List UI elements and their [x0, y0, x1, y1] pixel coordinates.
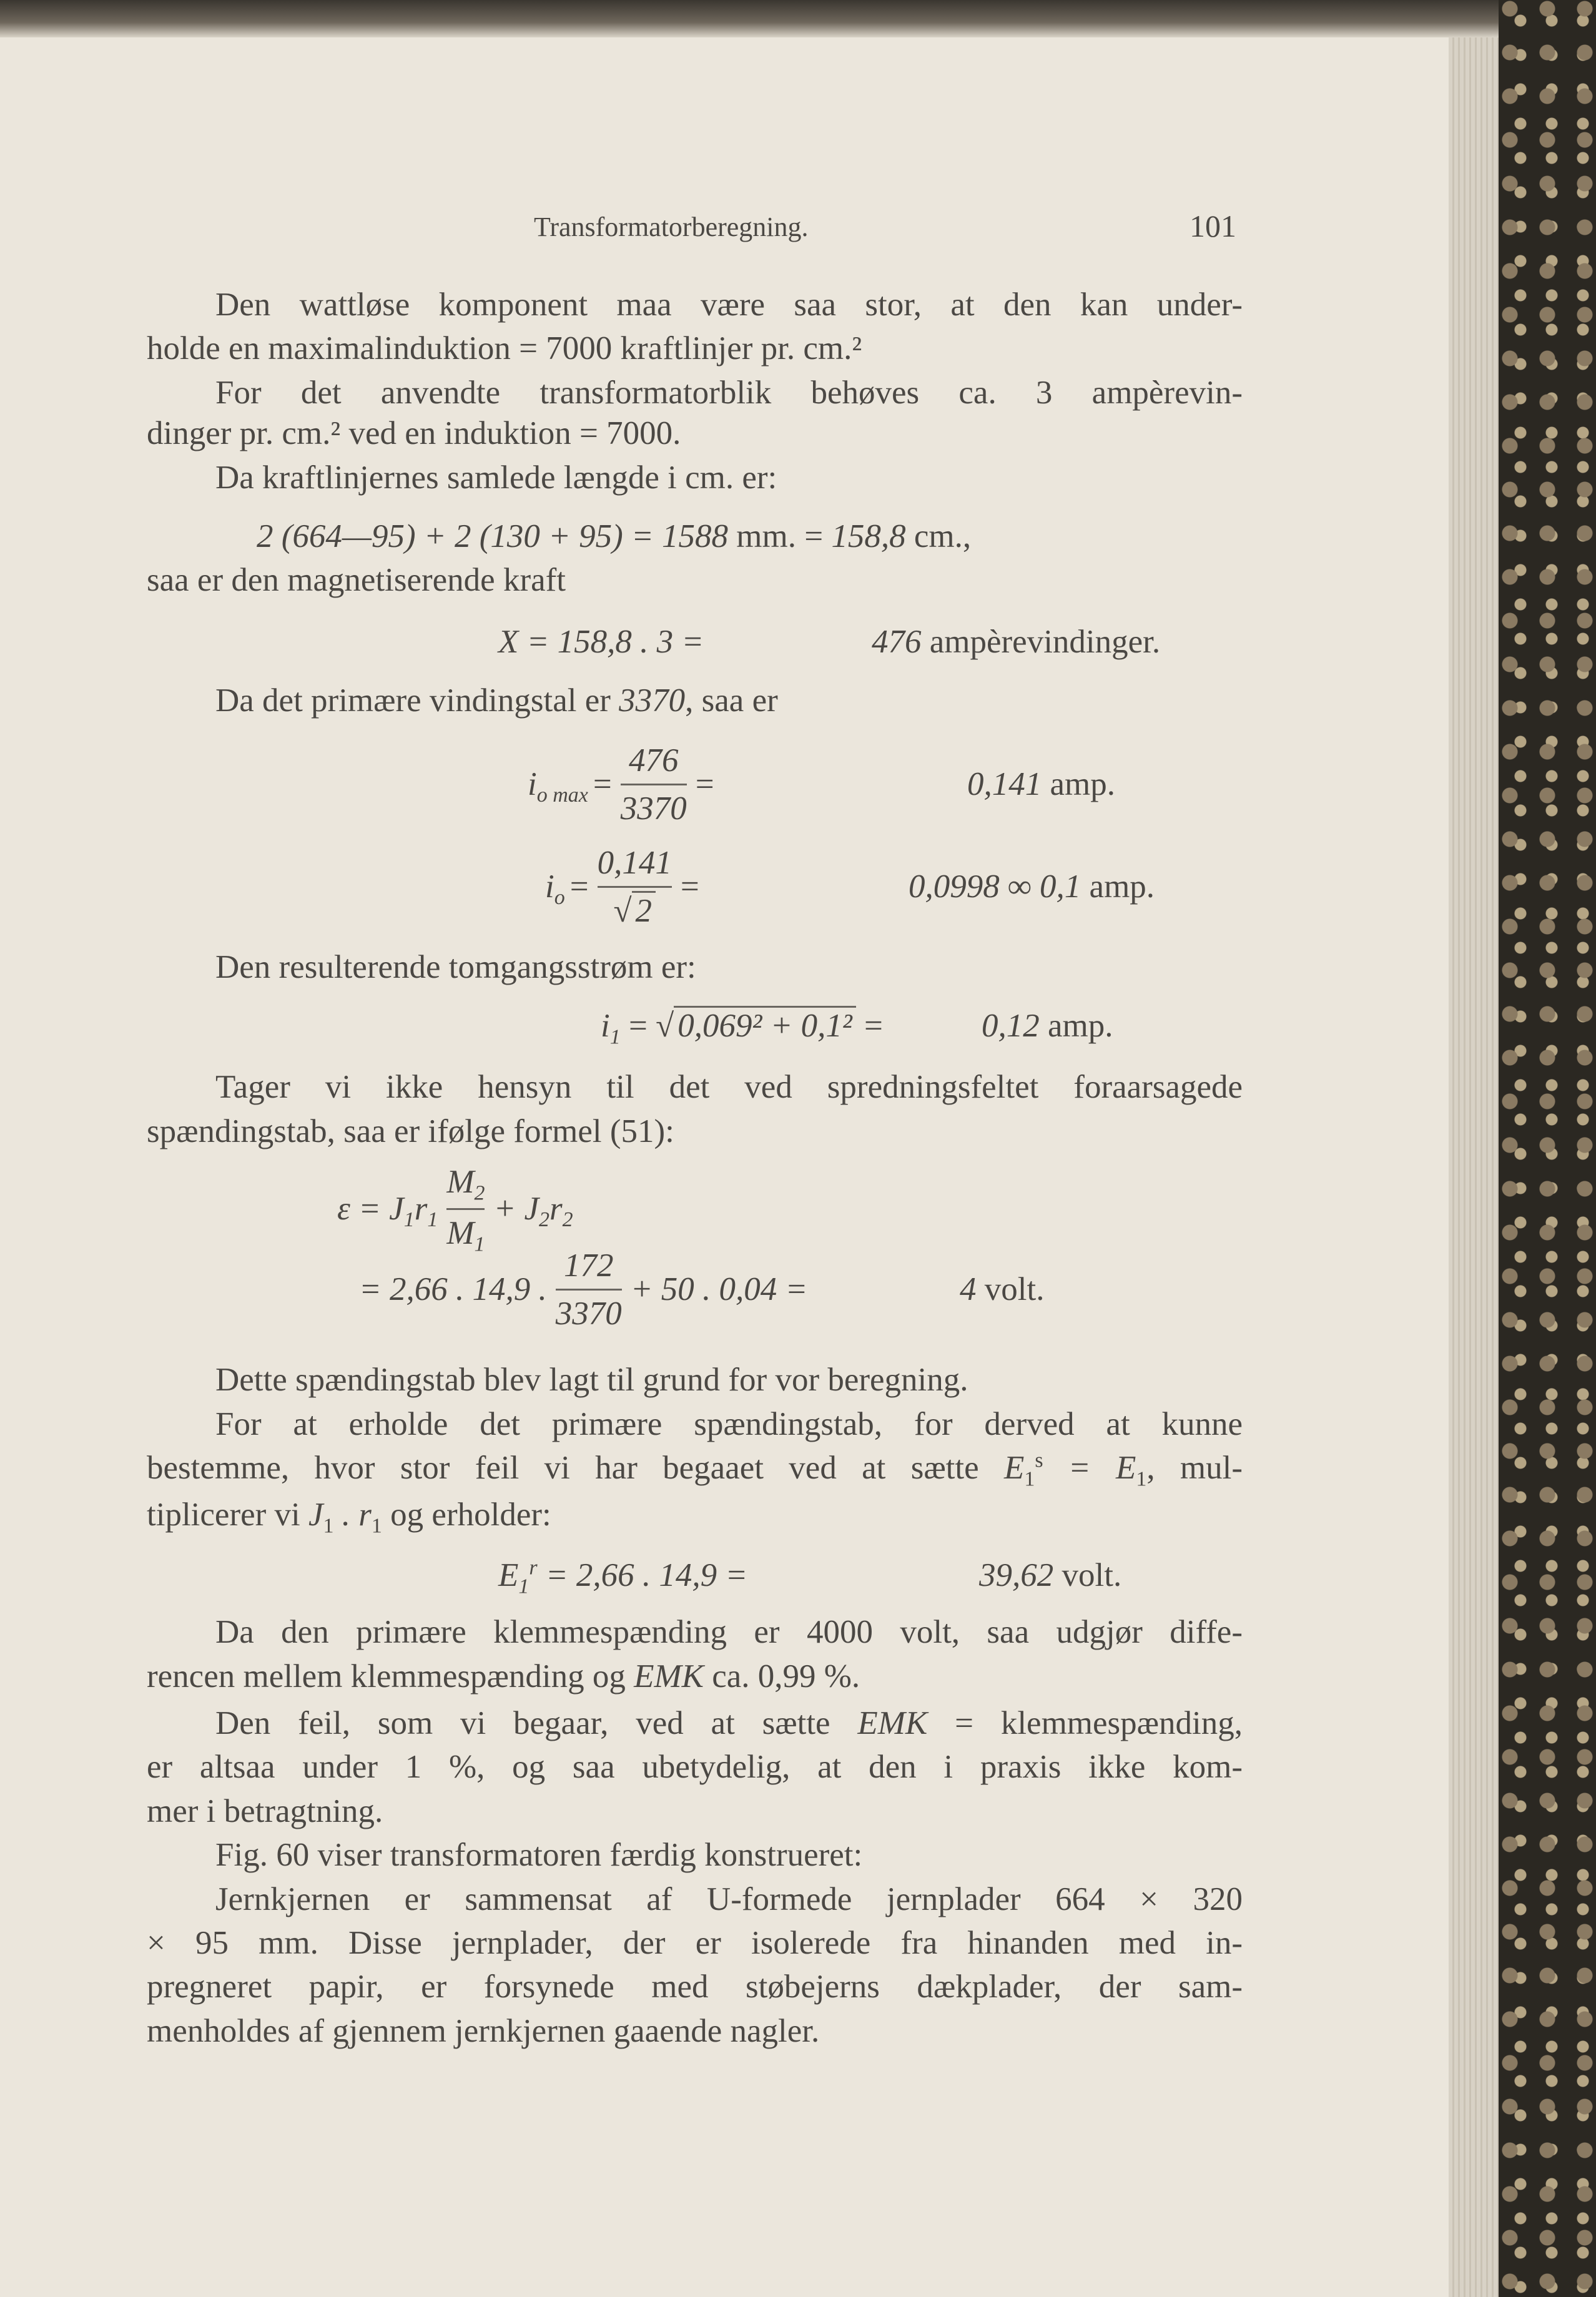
denominator: 3370 [555, 1295, 622, 1332]
math-sub: o max [536, 784, 588, 807]
math: = [593, 766, 612, 802]
formula-length [257, 518, 1352, 555]
text: ca. 0,99 %. [703, 1658, 860, 1694]
text-line [215, 1704, 1243, 1742]
math-sup: s [1035, 1449, 1043, 1472]
text: rencen mellem klemmespænding og [147, 1658, 634, 1694]
formula-i1-result [982, 1007, 1596, 1045]
result-value: 0,0998 ∞ 0,1 [909, 868, 1081, 905]
result-unit: amp. [1039, 1008, 1113, 1044]
formula-epsilon-result [960, 1271, 1596, 1308]
formula-expr: 2 (664—95) + 2 (130 + 95) = 1588 [257, 518, 729, 554]
formula-value: 158,8 [831, 518, 906, 554]
fraction [556, 1246, 622, 1333]
denominator: √ 2 [613, 892, 656, 930]
text: Den feil, som vi begaar, ved at sætte [215, 1705, 858, 1741]
text: tiplicerer vi [147, 1497, 308, 1533]
text-line: pregneret papir, er forsynede med støbejerns dækplader, der sam- [147, 1969, 1243, 2005]
formula-unit: mm. = [728, 518, 832, 554]
text-line: Den wattløse komponent maa være saa stor, at den kan under- [215, 287, 1243, 323]
math-sub: o [554, 886, 565, 909]
text-line: mer i betragtning. [147, 1793, 383, 1829]
math-sub: 1 [1024, 1467, 1035, 1491]
result-unit: amp. [1081, 868, 1155, 905]
math: . r [333, 1497, 372, 1533]
result-unit: amp. [1042, 766, 1115, 802]
math-sub: 1 [323, 1514, 334, 1538]
math-sub: 1 [609, 1025, 621, 1049]
math: i [601, 1008, 610, 1044]
math-sub: 1 [371, 1514, 382, 1538]
math: M [446, 1214, 475, 1251]
math-sub: 1 [474, 1232, 485, 1256]
text: = klemmespænding, [927, 1705, 1243, 1741]
text-line: For at erholde det primære spændingstab, for derved at kunne [215, 1406, 1243, 1442]
numerator: 0,141 [597, 844, 672, 881]
book-top-edge [0, 0, 1596, 37]
result-unit: volt. [976, 1271, 1045, 1307]
text: Da det primære vindingstal er [215, 682, 619, 719]
math: = [695, 766, 714, 802]
page-edges [1449, 37, 1505, 2297]
formula-i1: $i_1$ = √ 0,069² + 0,1² = [601, 1007, 1596, 1048]
formula-force-result [872, 623, 1596, 661]
math: + J [493, 1191, 539, 1227]
math: r [549, 1191, 563, 1227]
formula-io [545, 818, 699, 955]
text-line: saa er den magnetiserende kraft [147, 562, 566, 598]
math-sub: 1 [427, 1208, 438, 1231]
text-line: holde en maximalinduktion = 7000 kraftlinjer pr. cm.² [147, 330, 862, 366]
math: = [569, 868, 589, 905]
formula-io-max-result [967, 765, 1596, 803]
math-sub: 2 [474, 1181, 485, 1205]
text: , mul- [1146, 1450, 1243, 1486]
result-unit: volt. [1053, 1557, 1122, 1593]
math-sub: 2 [539, 1208, 550, 1231]
text-line [147, 1658, 1243, 1695]
text-line: spændingstab, saa er ifølge formel (51): [147, 1113, 674, 1149]
text-line: dinger pr. cm.² ved en induktion = 7000. [147, 415, 681, 451]
math-sub: 1 [1136, 1467, 1147, 1491]
text-line: Da den primære klemmespænding er 4000 volt, saa udgjør diffe- [215, 1614, 1243, 1650]
math-sub: 1 [518, 1575, 530, 1598]
formula-force: X = 158,8 . 3 = [498, 624, 704, 660]
text-line [215, 682, 1243, 719]
math: ε = J [337, 1191, 404, 1227]
math: E [1003, 1450, 1025, 1486]
text-line [147, 1449, 1243, 1490]
radicand: 2 [632, 891, 656, 929]
math: = [855, 1008, 883, 1044]
formula-io-result [909, 868, 1596, 905]
numerator: 476 [629, 742, 679, 779]
fraction [621, 741, 687, 828]
result-unit: ampèrevindinger. [921, 624, 1161, 660]
page-number: 101 [1190, 209, 1236, 243]
math: J [308, 1497, 323, 1533]
math: 3370 [619, 682, 686, 719]
denominator: 3370 [620, 790, 687, 827]
math-sub: 2 [562, 1208, 573, 1231]
text-line: Fig. 60 viser transformatoren færdig konstrueret: [215, 1837, 863, 1873]
text-line: er altsaa under 1 %, og saa ubetydelig, at den i praxis ikke kom- [147, 1749, 1243, 1785]
text-line: Den resulterende tomgangsstrøm er: [215, 949, 696, 985]
result-value: 4 [960, 1271, 977, 1307]
text-line: menholdes af gjennem jernkjernen gaaende nagler. [147, 2013, 820, 2049]
text: og erholder: [382, 1497, 551, 1533]
running-title: Transformatorberegning. [534, 212, 809, 242]
math: = E [1043, 1450, 1136, 1486]
math: + 50 . 0,04 = [630, 1271, 808, 1307]
math: = 2,66 . 14,9 . [359, 1271, 547, 1307]
formula-epsilon-values [359, 1221, 807, 1358]
numerator: 172 [564, 1247, 614, 1284]
radicand: 0,069² + 0,1² [674, 1006, 856, 1044]
result-value: 0,12 [982, 1008, 1040, 1044]
math: i [528, 766, 537, 802]
result-value: 0,141 [967, 766, 1042, 802]
math: E [498, 1557, 519, 1593]
math: EMK [634, 1658, 704, 1694]
text-line: Da kraftlinjernes samlede længde i cm. er: [215, 460, 777, 496]
math: i [545, 868, 554, 905]
math: = [680, 868, 699, 905]
math: = [620, 1008, 656, 1044]
result-value: 476 [872, 624, 922, 660]
math: M [446, 1163, 475, 1200]
math: r [414, 1191, 428, 1227]
text-line: Jernkjernen er sammensat af U-formede jernplader 664 × 320 [215, 1881, 1243, 1917]
formula-e1r-result [979, 1557, 1596, 1594]
text-line: Tager vi ikke hensyn til det ved spredningsfeltet foraarsagede [215, 1069, 1243, 1105]
text: bestemme, hvor stor feil vi har begaaet ved at sætte [147, 1450, 1004, 1486]
formula-unit: cm., [905, 518, 972, 554]
math: = 2,66 . 14,9 = [537, 1557, 748, 1593]
text: , saa er [685, 682, 778, 719]
text-line: Dette spændingstab blev lagt til grund for vor beregning. [215, 1362, 968, 1398]
math-sup: r [529, 1556, 538, 1580]
math-sub: 1 [403, 1208, 415, 1231]
math: EMK [857, 1705, 928, 1741]
text-line: For det anvendte transformatorblik behøves ca. 3 ampèrevin- [215, 375, 1243, 411]
text-line [147, 1496, 1243, 1537]
result-value: 39,62 [979, 1557, 1054, 1593]
marbled-binding [1499, 0, 1596, 2297]
numerator [446, 1163, 485, 1204]
fraction [598, 844, 672, 930]
text-line: × 95 mm. Disse jernplader, der er isolerede fra hinanden med in- [147, 1925, 1243, 1961]
